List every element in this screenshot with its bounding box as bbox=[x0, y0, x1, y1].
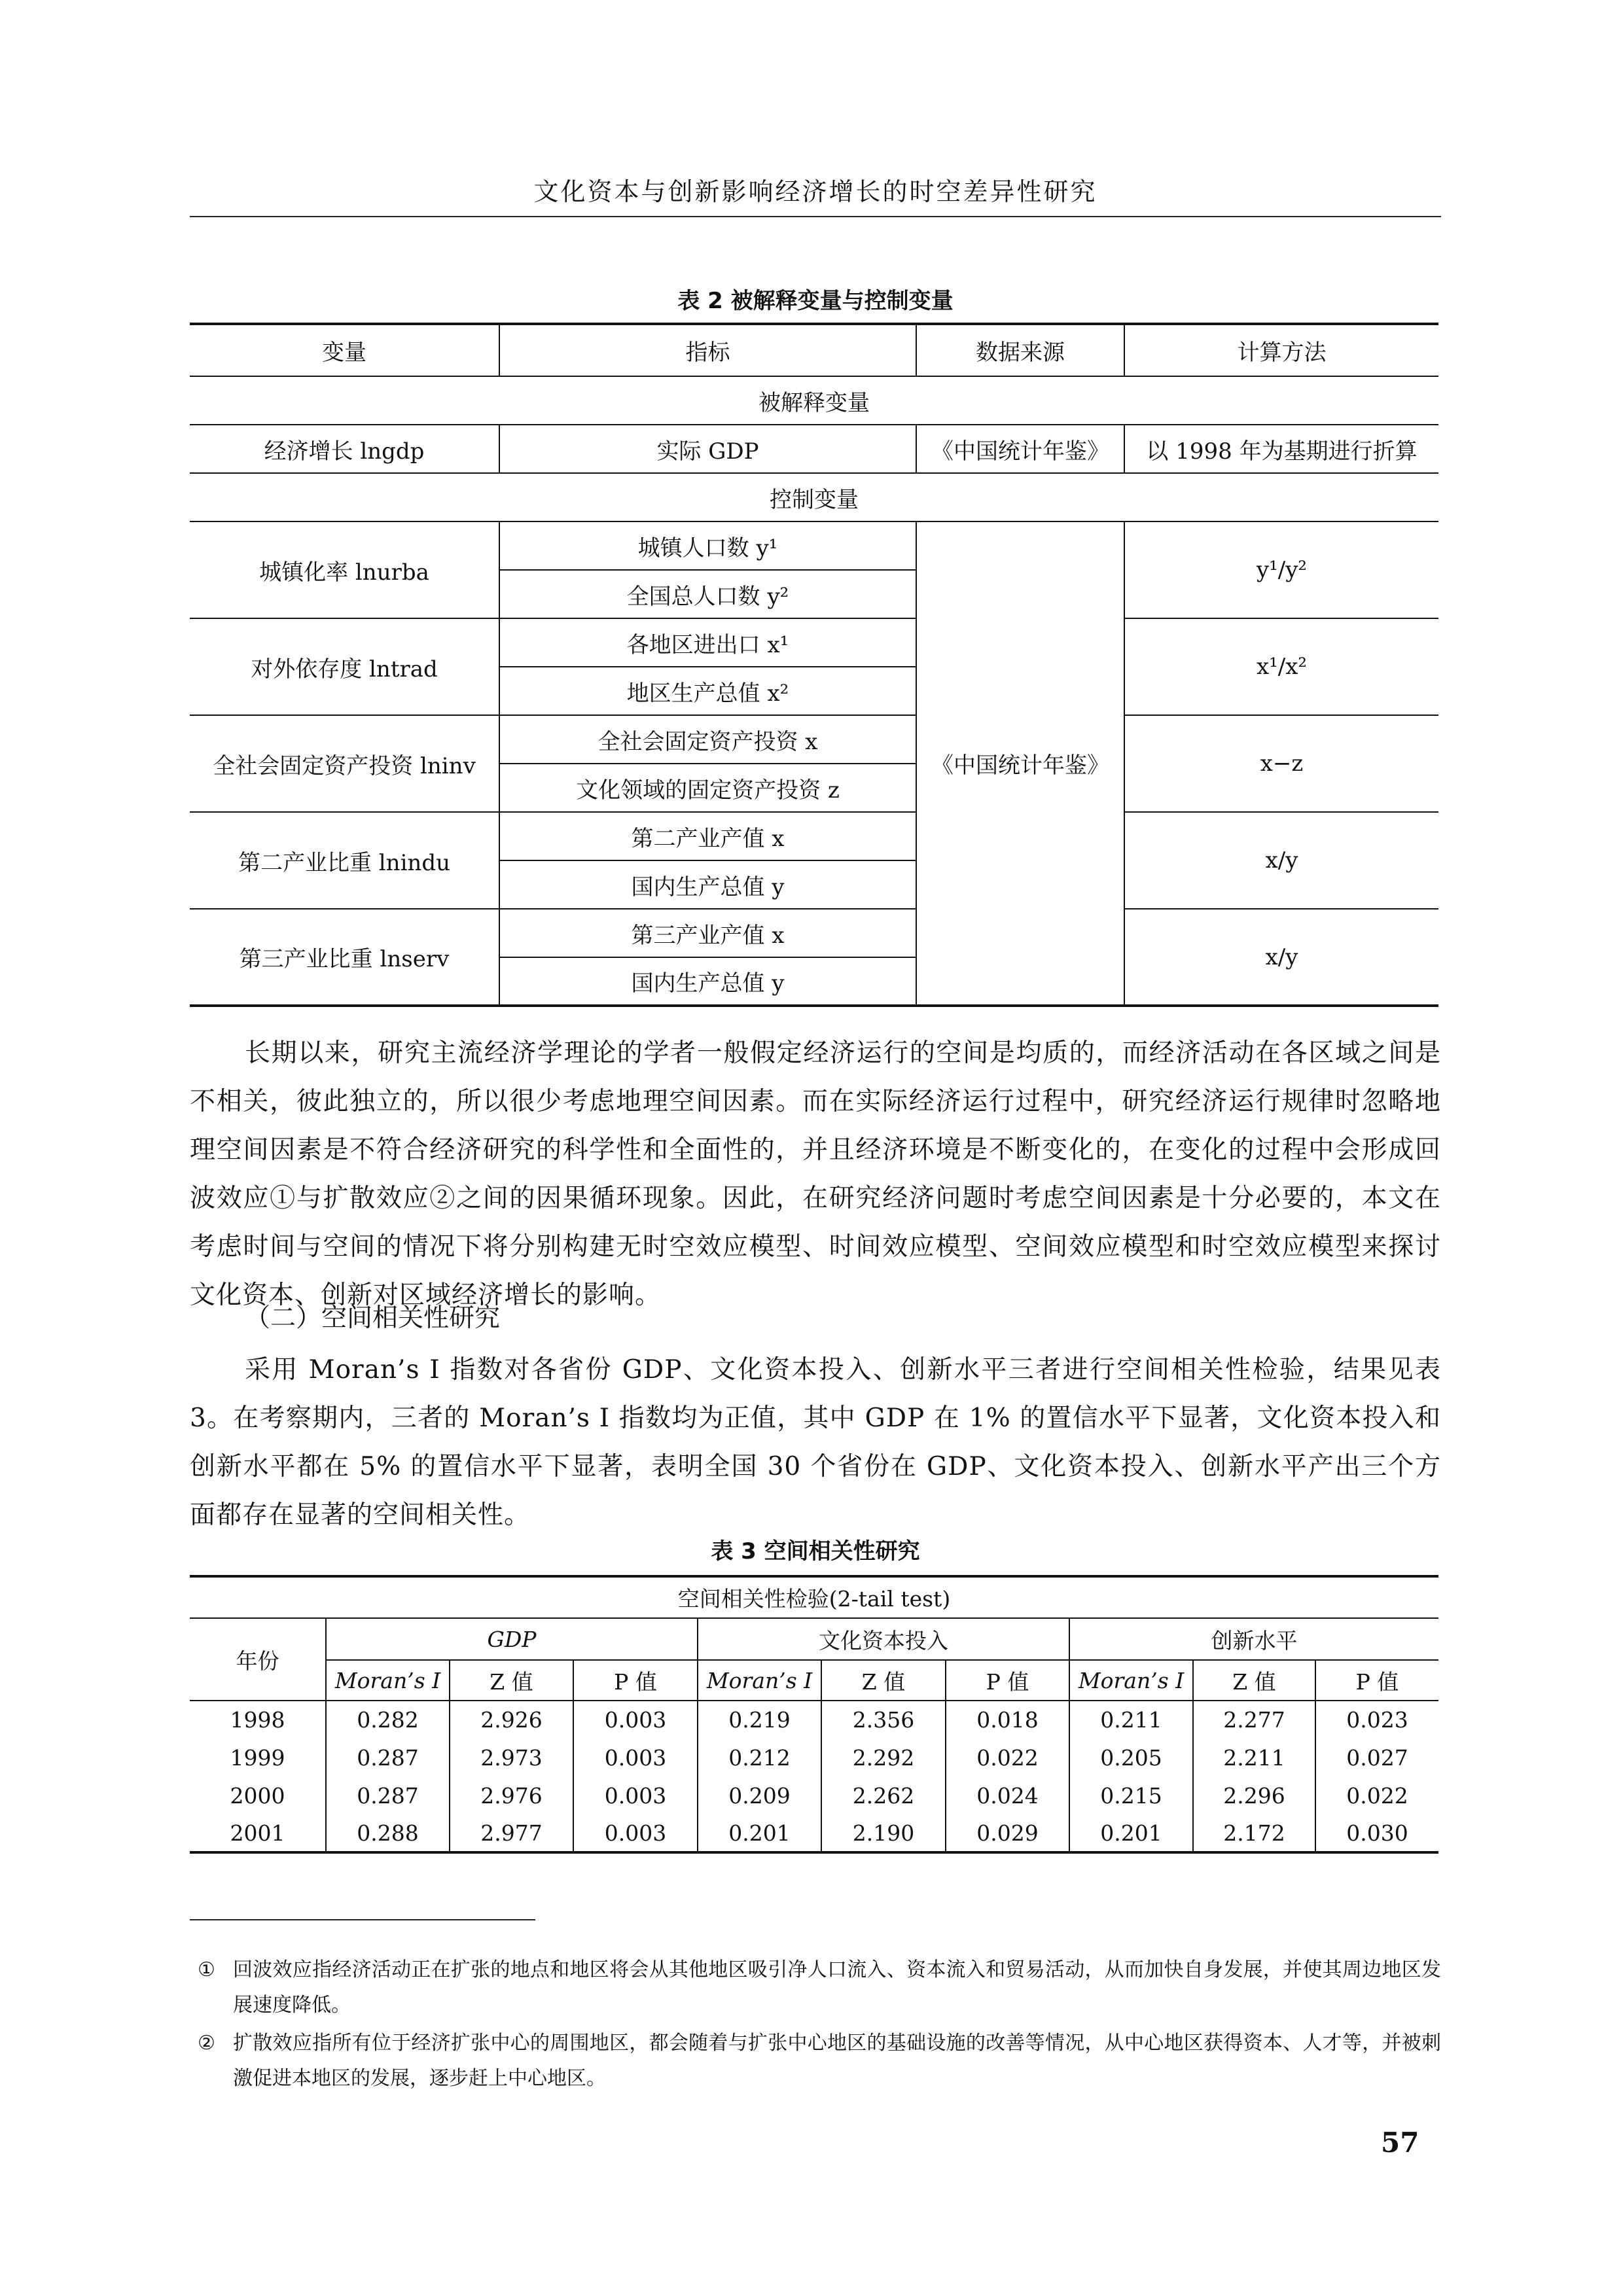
table2-section-explained: 被解释变量 bbox=[190, 376, 1438, 425]
table3-cell: 0.023 bbox=[1346, 1707, 1408, 1733]
table3-subheader: Moran’s I bbox=[1069, 1660, 1193, 1701]
table3-title-row: 空间相关性检验(2-tail test) bbox=[190, 1576, 1438, 1618]
table3-cell: 0.027 bbox=[1346, 1744, 1408, 1771]
table2-variable-cell: 对外依存度 lntrad bbox=[190, 618, 499, 715]
table3-cell: 0.003 bbox=[573, 1701, 698, 1739]
table3-cell: 0.288 bbox=[326, 1814, 450, 1852]
body-paragraph: 长期以来，研究主流经济学理论的学者一般假定经济运行的空间是均质的，而经济活动在各区域之间是不相关，彼此独立的，所以很少考虑地理空间因素。而在实际经济运行过程中，研究经济运行规律时忽略地理空间因素是不符合经济研究的科学性和全面性的，并且经济环境是不断变化的，在变化的过程中会形成回波效应①与扩散效应②之间的因果循环现象。因此，在研究经济问题时考虑空间因素是十分必要的，本文在考虑时间与空间的情况下将分别构建无时空效应模型、时间效应模型、空间效应模型和时空效应模型来探讨文化资本、创新对区域经济增长的影响。 bbox=[190, 1038, 1441, 1310]
table3-cell: 0.201 bbox=[698, 1814, 821, 1852]
table3-subheader: P 值 bbox=[1315, 1660, 1438, 1701]
table2-header-cell: 计算方法 bbox=[1124, 324, 1438, 376]
table2-section-row bbox=[190, 376, 1438, 425]
table3-cell: 0.029 bbox=[946, 1814, 1069, 1852]
table3-subheader: Moran’s I bbox=[698, 1660, 821, 1701]
table3-cell: 0.211 bbox=[1069, 1701, 1193, 1739]
table3-cell: 0.282 bbox=[326, 1701, 450, 1739]
table3-subheader: Z 值 bbox=[1193, 1660, 1315, 1701]
table3-subheader: Moran’s I bbox=[326, 1660, 450, 1701]
table3 bbox=[190, 1575, 1438, 1854]
table3-cell: 2.296 bbox=[1193, 1776, 1315, 1814]
table2-variable-cell: 城镇化率 lnurba bbox=[190, 521, 499, 618]
table2-indicator-cell: 第二产业产值 x bbox=[499, 812, 916, 860]
section-heading: （二）空间相关性研究 bbox=[245, 1303, 501, 1333]
table2-method-cell: 以 1998 年为基期进行折算 bbox=[1124, 425, 1438, 473]
table2-header-row bbox=[190, 324, 1438, 376]
table3-cell: 0.018 bbox=[946, 1701, 1069, 1739]
table3-subheader: Z 值 bbox=[450, 1660, 573, 1701]
table3-year-cell: 1999 bbox=[190, 1739, 326, 1776]
table2-indicator-cell: 各地区进出口 x¹ bbox=[499, 618, 916, 667]
body-paragraph: 采用 Moran’s I 指数对各省份 GDP、文化资本投入、创新水平三者进行空间相关性检验，结果见表 3。在考察期内，三者的 Moran’s I 指数均为正值，其中 GDP 在 1% 的置信水平下显著，文化资本投入和创新水平都在 5% 的置信水平下显著，表明全国 30 个省份在 GDP、文化资本投入、创新水平产出三个方面都存在显著的空间相关性。 bbox=[190, 1355, 1441, 1530]
table3-cell: 0.212 bbox=[698, 1739, 821, 1776]
table2-indicator-cell: 地区生产总值 x² bbox=[499, 667, 916, 715]
table3-cell: 2.977 bbox=[450, 1814, 573, 1852]
table2-header-cell: 指标 bbox=[499, 324, 916, 376]
table2-variable-cell: 经济增长 lngdp bbox=[190, 425, 499, 473]
footnote bbox=[190, 1952, 1441, 2023]
table2-indicator-cell: 城镇人口数 y¹ bbox=[499, 521, 916, 570]
table2-indicator-cell: 第三产业产值 x bbox=[499, 909, 916, 957]
table3-year-cell: 2001 bbox=[190, 1814, 326, 1852]
footnote-rule bbox=[190, 1919, 535, 1920]
footnote-mark: ② bbox=[198, 2032, 215, 2055]
table3-cell: 0.022 bbox=[1346, 1782, 1408, 1809]
table3-row bbox=[190, 1701, 1438, 1739]
table3-cell: 0.287 bbox=[326, 1776, 450, 1814]
table3-cell: 0.024 bbox=[946, 1776, 1069, 1814]
table3-group-header: GDP bbox=[326, 1618, 698, 1660]
table2-control-source-cell: 《中国统计年鉴》 bbox=[916, 521, 1124, 1006]
table3-row bbox=[190, 1739, 1438, 1776]
table3-group-header: 文化资本投入 bbox=[698, 1618, 1069, 1660]
footnote bbox=[190, 2026, 1441, 2096]
table2-row bbox=[190, 425, 1438, 473]
footnote-text: 回波效应指经济活动正在扩张的地点和地区将会从其他地区吸引净人口流入、资本流入和贸易活动，从而加快自身发展，并使其周边地区发展速度降低。 bbox=[233, 1958, 1441, 2017]
table3-cell: 0.003 bbox=[573, 1739, 698, 1776]
table2-section-row bbox=[190, 473, 1438, 521]
table3-group-header: 创新水平 bbox=[1069, 1618, 1438, 1660]
table2-indicator-cell: 文化领域的固定资产投资 z bbox=[499, 764, 916, 812]
table2-indicator-cell: 国内生产总值 y bbox=[499, 957, 916, 1006]
table3-row bbox=[190, 1814, 1438, 1852]
table3-year-cell: 2000 bbox=[190, 1776, 326, 1814]
table2-method-cell: x−z bbox=[1124, 715, 1438, 812]
table3-cell: 0.003 bbox=[573, 1776, 698, 1814]
table3-cell: 2.211 bbox=[1193, 1739, 1315, 1776]
table2-indicator-cell: 国内生产总值 y bbox=[499, 860, 916, 909]
page-number: 57 bbox=[1381, 2127, 1419, 2159]
table2-indicator-cell: 实际 GDP bbox=[499, 425, 916, 473]
table2-source-cell: 《中国统计年鉴》 bbox=[916, 425, 1124, 473]
table3-cell: 0.030 bbox=[1346, 1820, 1408, 1846]
table2-method-cell: x/y bbox=[1124, 812, 1438, 909]
table3-cell: 2.356 bbox=[821, 1701, 946, 1739]
table3-cell: 2.262 bbox=[821, 1776, 946, 1814]
footnote-mark: ① bbox=[198, 1958, 215, 1981]
table3-subheader: P 值 bbox=[946, 1660, 1069, 1701]
table2-indicator-cell: 全国总人口数 y² bbox=[499, 570, 916, 618]
table2 bbox=[190, 323, 1438, 1007]
table3-year-cell: 1998 bbox=[190, 1701, 326, 1739]
table2-section-control: 控制变量 bbox=[190, 473, 1438, 521]
table3-cell: 0.201 bbox=[1069, 1814, 1193, 1852]
table3-cell: 2.172 bbox=[1193, 1814, 1315, 1852]
table3-cell: 2.976 bbox=[450, 1776, 573, 1814]
table3-cell: 2.973 bbox=[450, 1739, 573, 1776]
table3-cell: 0.215 bbox=[1069, 1776, 1193, 1814]
table3-cell: 2.926 bbox=[450, 1701, 573, 1739]
table3-year-header: 年份 bbox=[190, 1618, 326, 1701]
table2-variable-cell: 第二产业比重 lnindu bbox=[190, 812, 499, 909]
table2-header-cell: 数据来源 bbox=[916, 324, 1124, 376]
table2-method-cell: x¹/x² bbox=[1124, 618, 1438, 715]
header-rule bbox=[190, 216, 1441, 217]
table3-subheader: Z 值 bbox=[821, 1660, 946, 1701]
table3-cell: 2.292 bbox=[821, 1739, 946, 1776]
table2-method-cell: x/y bbox=[1265, 944, 1298, 970]
footnote-text: 扩散效应指所有位于经济扩张中心的周围地区，都会随着与扩张中心地区的基础设施的改善等情况，从中心地区获得资本、人才等，并被刺激促进本地区的发展，逐步赶上中心地区。 bbox=[233, 2032, 1441, 2090]
table3-cell: 0.205 bbox=[1069, 1739, 1193, 1776]
table3-cell: 0.287 bbox=[326, 1739, 450, 1776]
table2-indicator-cell: 全社会固定资产投资 x bbox=[499, 715, 916, 764]
table3-cell: 0.022 bbox=[946, 1739, 1069, 1776]
table2-method-cell: y¹/y² bbox=[1124, 521, 1438, 618]
table3-cell: 2.277 bbox=[1193, 1701, 1315, 1739]
table3-cell: 0.209 bbox=[698, 1776, 821, 1814]
table2-variable-cell: 第三产业比重 lnserv bbox=[190, 909, 499, 1006]
running-header: 文化资本与创新影响经济增长的时空差异性研究 bbox=[533, 177, 1097, 206]
table3-cell: 0.219 bbox=[698, 1701, 821, 1739]
table2-header-cell: 变量 bbox=[190, 324, 499, 376]
table2-variable-cell: 全社会固定资产投资 lninv bbox=[190, 715, 499, 812]
table2-caption: 表 2 被解释变量与控制变量 bbox=[677, 288, 954, 314]
table3-caption: 表 3 空间相关性研究 bbox=[711, 1538, 920, 1564]
table3-cell: 0.003 bbox=[573, 1814, 698, 1852]
table3-row bbox=[190, 1776, 1438, 1814]
table3-subheader: P 值 bbox=[573, 1660, 698, 1701]
table3-cell: 2.190 bbox=[821, 1814, 946, 1852]
